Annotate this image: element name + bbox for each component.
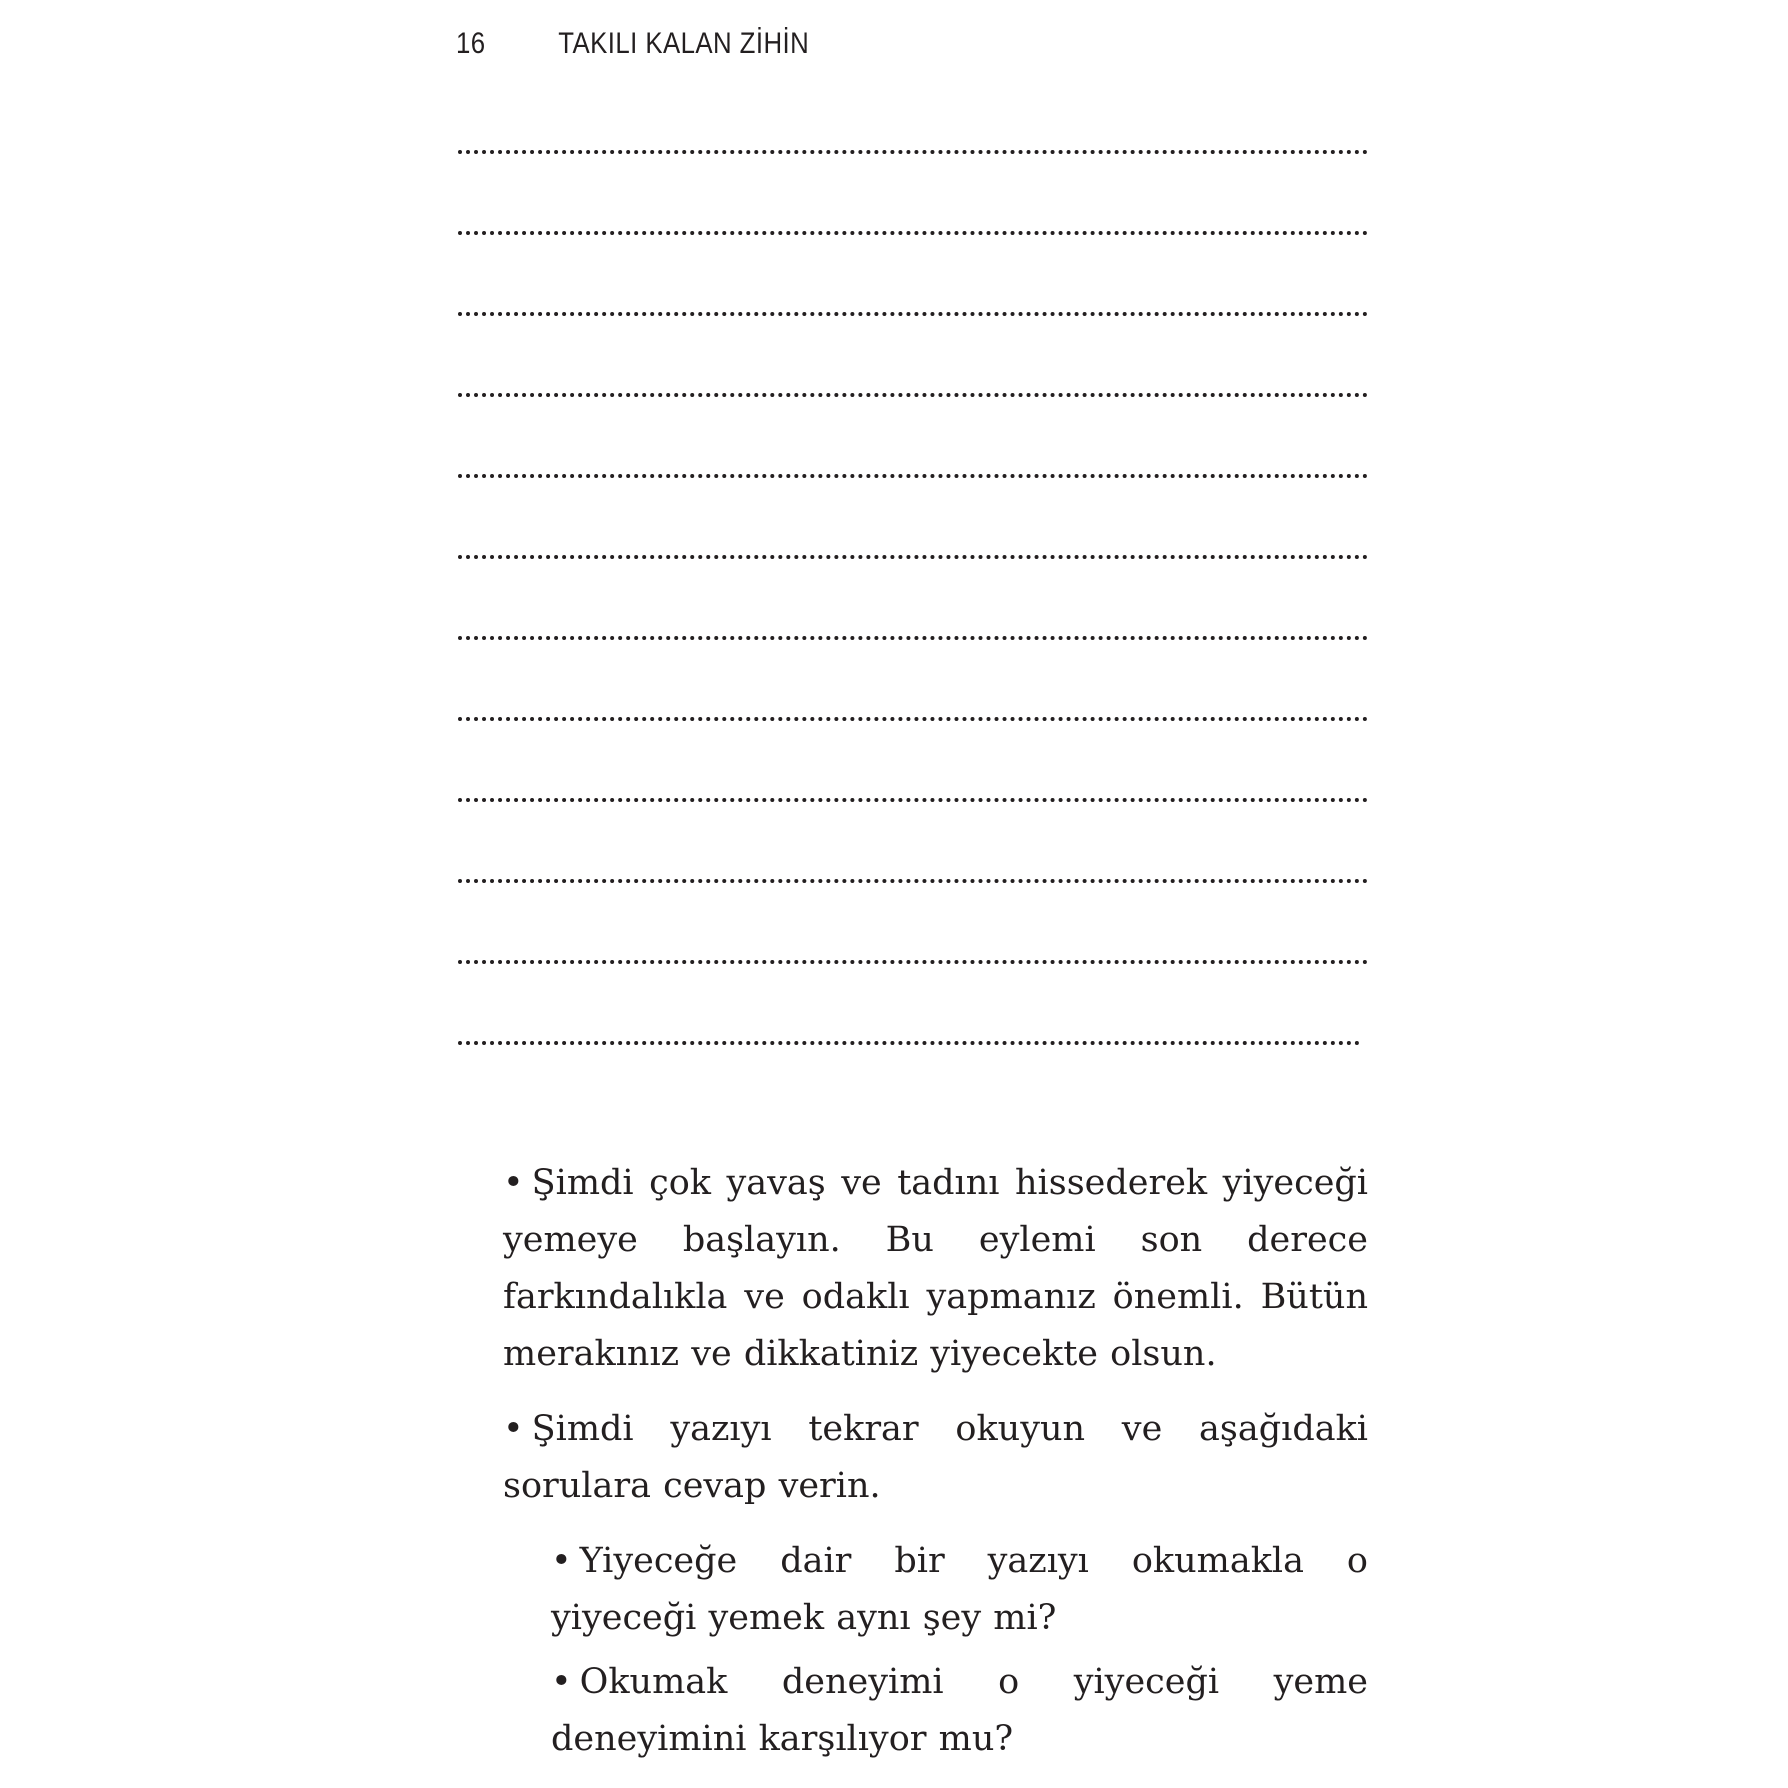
writing-line — [458, 960, 1368, 964]
book-title: TAKILI KALAN ZİHİN — [558, 27, 810, 60]
writing-area — [458, 150, 1368, 1122]
instruction-bullet — [503, 1401, 1368, 1515]
writing-line — [458, 312, 1368, 316]
writing-line — [458, 555, 1368, 559]
writing-line — [458, 798, 1368, 802]
question-bullet — [551, 1533, 1368, 1647]
instruction-text: Şimdi yazıyı tekrar okuyun ve aşağıdaki sorulara cevap verin. — [503, 1409, 1368, 1506]
instruction-bullet — [503, 1155, 1368, 1383]
instruction-text: Şimdi çok yavaş ve tadını hissederek yiyeceği yemeye başlayın. Bu eylemi son derece farkındalıkla ve odaklı yapmanız önemli. Bütün merakınız ve dikkatiniz yiyecekte olsun. — [503, 1163, 1368, 1374]
writing-line — [458, 636, 1368, 640]
question-text: Okumak deneyimi o yiyeceği yeme deneyimini karşılıyor mu? — [551, 1662, 1368, 1759]
writing-line — [458, 1041, 1360, 1045]
writing-line — [458, 150, 1368, 154]
bullet-mark: • — [551, 1541, 572, 1581]
writing-line — [458, 393, 1368, 397]
writing-line — [458, 717, 1368, 721]
question-text: Yiyeceğe dair bir yazıyı okumakla o yiyeceği yemek aynı şey mi? — [551, 1541, 1368, 1638]
bullet-mark: • — [503, 1409, 524, 1449]
writing-line — [458, 879, 1368, 883]
instructions-text — [503, 1155, 1368, 1775]
writing-line — [458, 231, 1368, 235]
bullet-mark: • — [551, 1662, 572, 1702]
running-head — [456, 22, 809, 66]
writing-line — [458, 474, 1368, 478]
question-bullet — [551, 1654, 1368, 1768]
page-number: 16 — [456, 27, 486, 60]
bullet-mark: • — [503, 1163, 524, 1203]
